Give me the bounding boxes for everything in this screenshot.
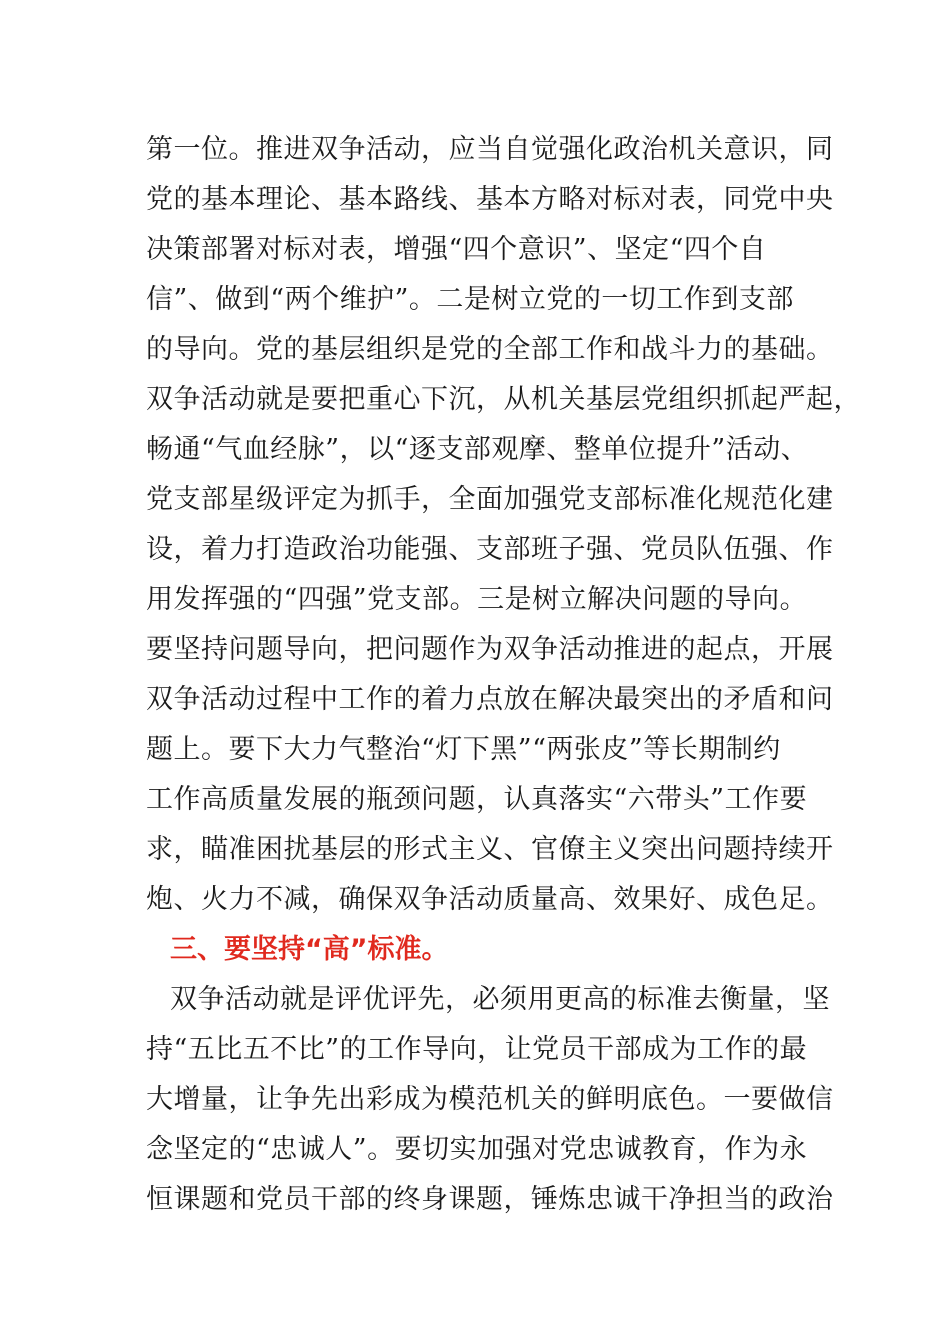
section-heading: 三、要坚持“高”标准。	[170, 934, 449, 965]
paragraph-line: 用发挥强的“四强”党支部。三是树立解决问题的导向。	[146, 584, 808, 615]
paragraph-line: 第一位。推进双争活动，应当自觉强化政治机关意识，同	[146, 134, 834, 165]
document-body	[146, 125, 861, 1225]
paragraph-line: 大增量，让争先出彩成为模范机关的鲜明底色。一要做信	[146, 1084, 834, 1115]
paragraph-line: 工作高质量发展的瓶颈问题，认真落实“六带头”工作要	[146, 784, 808, 815]
paragraph-line: 畅通“气血经脉”，以“逐支部观摩、整单位提升”活动、	[146, 434, 809, 465]
paragraph-line: 决策部署对标对表，增强“四个意识”、坚定“四个自	[146, 234, 767, 265]
paragraph-line: 念坚定的“忠诚人”。要切实加强对党忠诚教育，作为永	[146, 1134, 808, 1165]
paragraph-2	[146, 975, 834, 1225]
paragraph-1	[146, 125, 861, 925]
paragraph-line: 设，着力打造政治功能强、支部班子强、党员队伍强、作	[146, 534, 834, 565]
paragraph-line: 双争活动过程中工作的着力点放在解决最突出的矛盾和问	[146, 684, 834, 715]
paragraph-line: 要坚持问题导向，把问题作为双争活动推进的起点，开展	[146, 634, 834, 665]
paragraph-line: 的导向。党的基层组织是党的全部工作和战斗力的基础。	[146, 334, 834, 365]
paragraph-line: 持“五比五不比”的工作导向，让党员干部成为工作的最	[146, 1034, 808, 1065]
paragraph-line: 党支部星级评定为抓手，全面加强党支部标准化规范化建	[146, 484, 834, 515]
paragraph-line: 信”、做到“两个维护”。二是树立党的一切工作到支部	[146, 284, 794, 315]
paragraph-line: 双争活动就是要把重心下沉，从机关基层党组织抓起严起，	[146, 384, 861, 415]
paragraph-line: 恒课题和党员干部的终身课题，锤炼忠诚干净担当的政治	[146, 1184, 834, 1215]
paragraph-line: 题上。要下大力气整治“灯下黑”“两张皮”等长期制约	[146, 734, 781, 765]
paragraph-line: 双争活动就是评优评先，必须用更高的标准去衡量，坚	[170, 984, 830, 1015]
paragraph-line: 党的基本理论、基本路线、基本方略对标对表，同党中央	[146, 184, 834, 215]
paragraph-line: 炮、火力不减，确保双争活动质量高、效果好、成色足。	[146, 884, 834, 915]
paragraph-line: 求，瞄准困扰基层的形式主义、官僚主义突出问题持续开	[146, 834, 834, 865]
